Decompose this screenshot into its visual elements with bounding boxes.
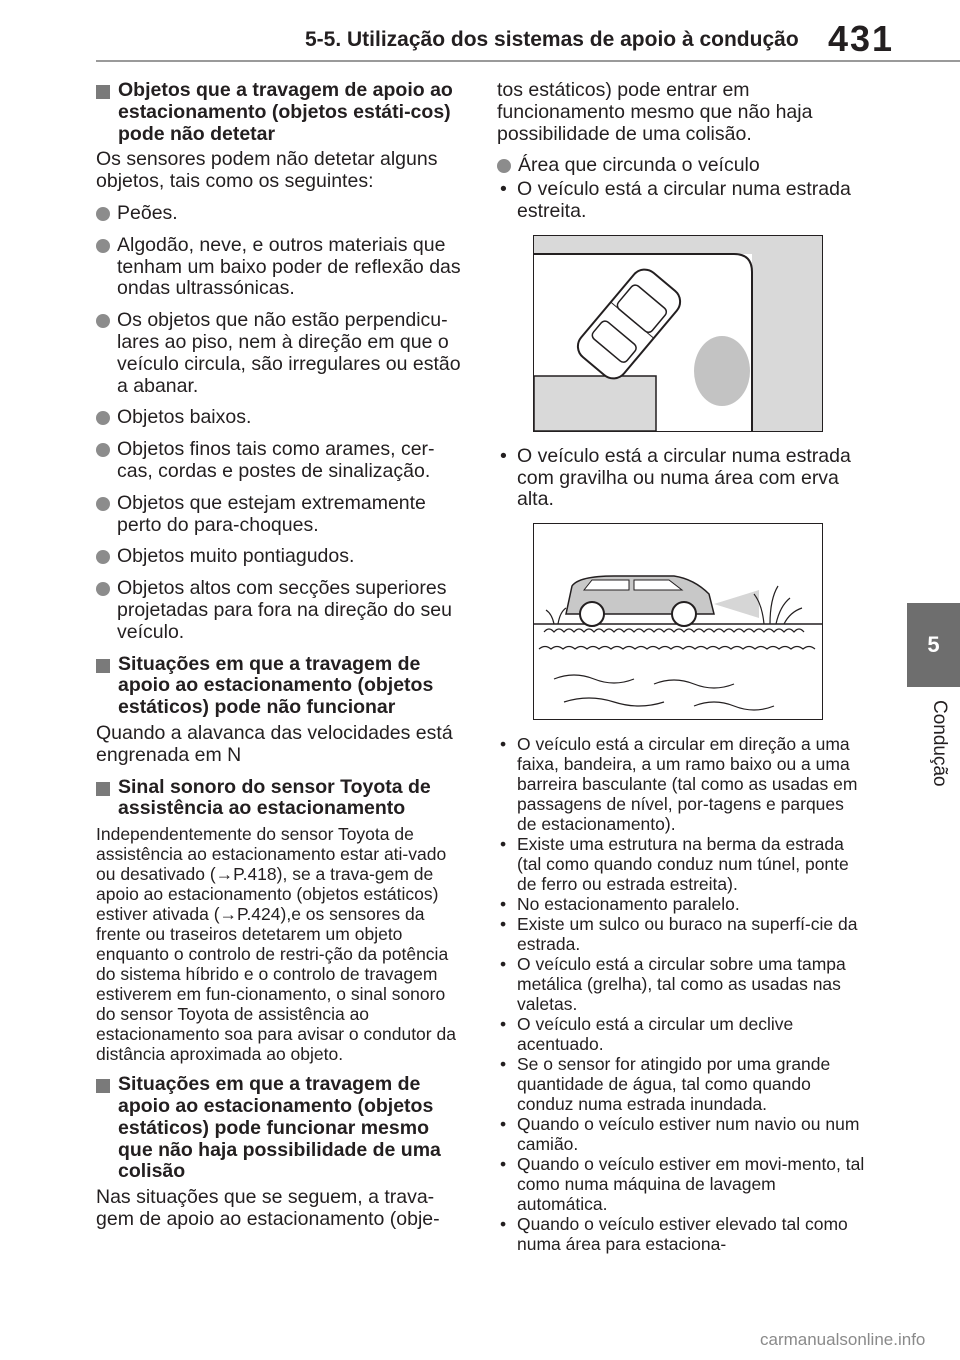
bullet-glyph: • <box>500 1014 507 1035</box>
item-text: Objetos muito pontiagudos. <box>117 545 355 568</box>
item-text: Objetos baixos. <box>117 406 252 429</box>
circle-bullet-icon <box>96 443 110 457</box>
item-text: Objetos altos com secções superiores projetadas para fora na direção do seu veículo. <box>117 577 452 643</box>
bullet-item <box>497 1014 867 1054</box>
bullet-glyph: • <box>500 1154 507 1175</box>
chapter-tab: 5 <box>907 603 960 687</box>
bullet-glyph: • <box>500 444 507 467</box>
paragraph: Independentemente do sensor Toyota de assistência ao estacionamento estar ati-vado ou desativado (→P.418), se a trava-gem de apoio ao estacionamento (objetos estáticos) estiver ativada (→P.424),e os sensores da frente ou traseiros detetarem um objeto enquanto o controlo de restri-ção da potência do sistema híbrido e o controlo de travagem estiverem em fun-cionamento, o sinal sonoro do sensor Toyota de assistência ao estacionamento soa para avisar o condutor da distância aproximada ao objeto. <box>96 824 456 1065</box>
bullet-item <box>497 446 867 511</box>
paragraph: tos estáticos) pode entrar em funcionamento mesmo que não haja possibilidade de uma colisão. <box>497 79 813 145</box>
bullet-glyph: • <box>500 914 507 935</box>
bullet-item <box>497 734 867 834</box>
heading-text: Situações em que a travagem de apoio ao estacionamento (objetos estáticos) pode funcionar mesmo que não haja possibilidade de uma colisão <box>118 1073 441 1183</box>
item-text: Objetos finos tais como arames, cer-cas, cordas e postes de sinalização. <box>117 438 435 482</box>
list-item <box>96 235 466 300</box>
section-title: 5-5. Utilização dos sistemas de apoio à condução <box>305 28 799 51</box>
item-text: O veículo está a circular numa estrada com gravilha ou numa área com erva alta. <box>517 444 851 511</box>
section-heading <box>96 777 466 821</box>
item-text: Peões. <box>117 201 178 224</box>
circle-bullet-icon <box>96 207 110 221</box>
item-text: Existe um sulco ou buraco na superfí-cie da estrada. <box>517 914 858 955</box>
bullet-item <box>497 914 867 954</box>
list-item <box>96 439 466 483</box>
bullet-glyph: • <box>500 894 507 915</box>
list-item <box>96 310 466 397</box>
section-heading <box>96 654 466 719</box>
square-bullet-icon <box>96 659 110 673</box>
page-number: 431 <box>828 18 895 59</box>
square-bullet-icon <box>96 782 110 796</box>
square-bullet-icon <box>96 1079 110 1093</box>
item-text: Algodão, neve, e outros materiais que tenham um baixo poder de reflexão das ondas ultrassónicas. <box>117 233 461 300</box>
right-column <box>497 80 867 1254</box>
bullet-item <box>497 1154 867 1214</box>
circle-bullet-icon <box>96 550 110 564</box>
bullet-glyph: • <box>500 1114 507 1135</box>
section-heading <box>96 1074 466 1183</box>
header-rule <box>96 60 960 62</box>
item-text: Os objetos que não estão perpendicu-lares ao piso, nem à direção em que o veículo circula, são irregulares ou estão a abanar. <box>117 309 461 397</box>
item-text: Quando o veículo estiver num navio ou num camião. <box>517 1114 860 1155</box>
bullet-glyph: • <box>500 1214 507 1235</box>
item-text: O veículo está a circular um declive acentuado. <box>517 1014 794 1055</box>
list-item <box>96 493 466 537</box>
left-column <box>96 80 466 1241</box>
circle-bullet-icon <box>96 497 110 511</box>
item-text: Se o sensor for atingido por uma grande quantidade de água, tal como quando conduz numa estrada inundada. <box>517 1054 831 1115</box>
bullet-glyph: • <box>500 1054 507 1075</box>
item-text: Quando o veículo estiver elevado tal como numa área para estaciona- <box>517 1214 848 1255</box>
bullet-item <box>497 894 867 914</box>
circle-bullet-icon <box>497 159 511 173</box>
circle-bullet-icon <box>96 411 110 425</box>
gravel-road-illustration <box>534 524 822 719</box>
bullet-glyph: • <box>500 954 507 975</box>
list-item <box>96 546 466 568</box>
item-text: O veículo está a circular numa estrada estreita. <box>517 178 851 222</box>
bullet-item <box>497 834 867 894</box>
circle-bullet-icon <box>96 314 110 328</box>
heading-text: Situações em que a travagem de apoio ao estacionamento (objetos estáticos) pode não funcionar <box>118 652 434 719</box>
bullet-glyph: • <box>500 178 507 201</box>
item-text: Objetos que estejam extremamente perto do para-choques. <box>117 491 426 536</box>
list-item <box>96 203 466 225</box>
paragraph: Quando a alavanca das velocidades está engrenada em N <box>96 721 453 766</box>
list-item <box>497 155 867 177</box>
circle-bullet-icon <box>96 582 110 596</box>
list-item <box>96 407 466 429</box>
paragraph: Os sensores podem não detetar alguns objetos, tais como os seguintes: <box>96 148 438 193</box>
narrow-road-illustration <box>534 236 822 431</box>
heading-text: Sinal sonoro do sensor Toyota de assistência ao estacionamento <box>118 775 431 820</box>
circle-bullet-icon <box>96 239 110 253</box>
bullet-item <box>497 1114 867 1154</box>
figure-gravel-road <box>533 523 823 720</box>
item-text: Quando o veículo estiver em movi-mento, tal como numa máquina de lavagem automática. <box>517 1154 865 1215</box>
paragraph: Nas situações que se seguem, a trava-gem de apoio ao estacionamento (obje- <box>96 1186 440 1230</box>
bullet-glyph: • <box>500 834 507 855</box>
bullet-glyph: • <box>500 734 507 755</box>
square-bullet-icon <box>96 85 110 99</box>
bullet-item <box>497 1214 867 1254</box>
item-text: Existe uma estrutura na berma da estrada (tal como quando conduz num túnel, ponte de ferro ou estrada estreita). <box>517 834 849 895</box>
item-text: O veículo está a circular sobre uma tampa metálica (grelha), tal como as usadas nas valetas. <box>517 954 846 1015</box>
item-text: O veículo está a circular em direção a uma faixa, bandeira, a um ramo baixo ou a uma barreira basculante (tal como as usadas em passagens de nível, por-tagens e parques de estacionamento). <box>517 734 858 835</box>
heading-text: Objetos que a travagem de apoio ao estacionamento (objetos estáti-cos) pode não detetar <box>118 79 453 145</box>
bullet-item <box>497 179 867 223</box>
list-item <box>96 578 466 643</box>
item-text: No estacionamento paralelo. <box>517 894 740 915</box>
figure-narrow-road <box>533 235 823 432</box>
site-watermark[interactable]: carmanualsonline.info <box>760 1330 926 1349</box>
bullet-item <box>497 1054 867 1114</box>
bullet-item <box>497 954 867 1014</box>
chapter-label: Condução <box>929 700 950 787</box>
item-text: Área que circunda o veículo <box>518 154 760 177</box>
section-heading <box>96 80 466 145</box>
